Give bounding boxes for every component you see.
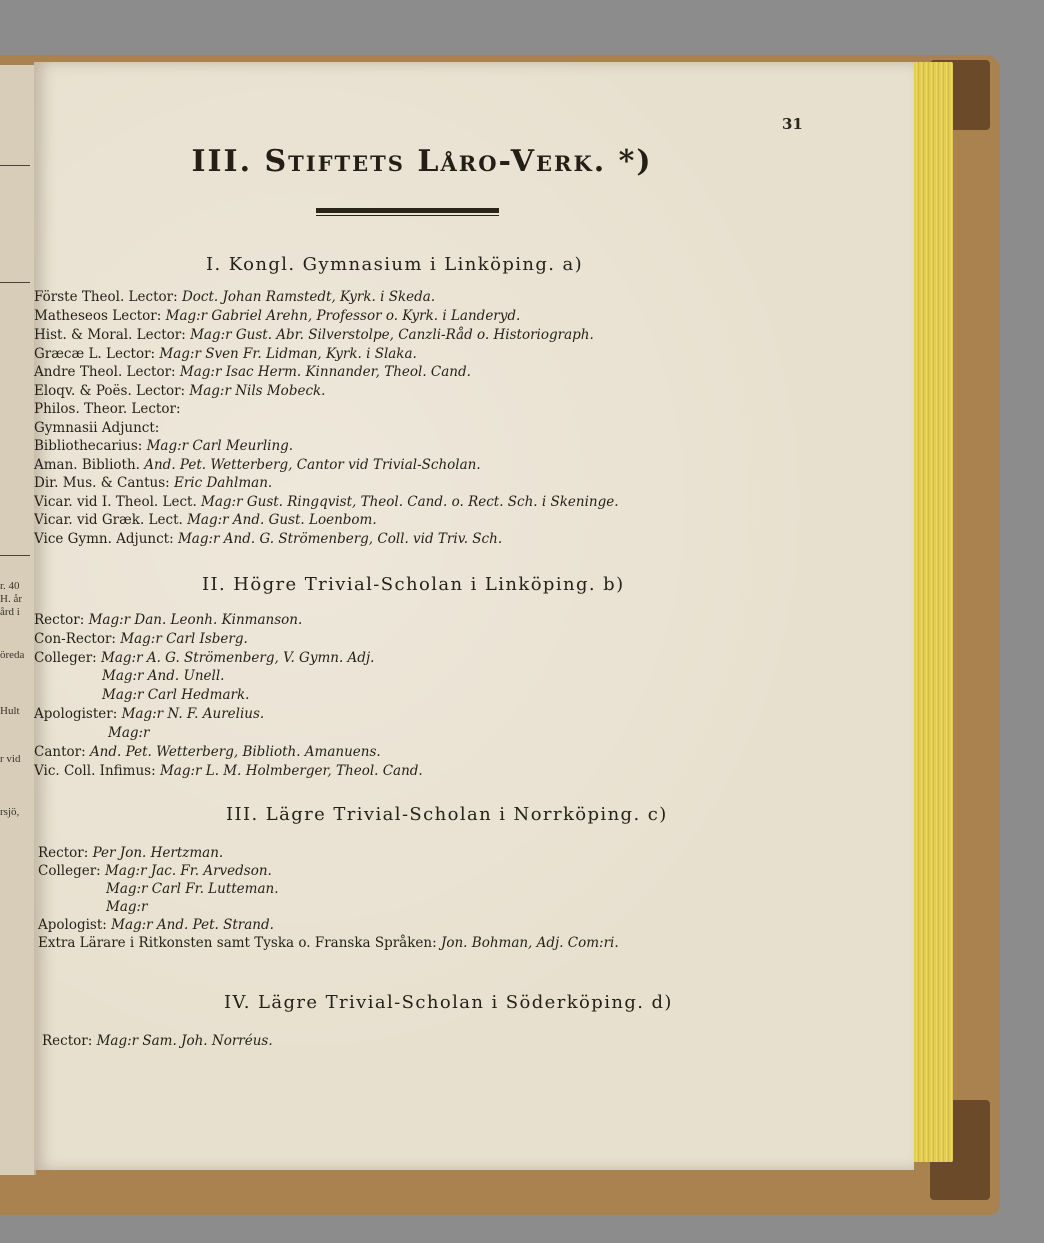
entry-role: Vic. Coll. Infimus: [34,763,156,779]
entry-role: Græcæ L. Lector: [34,346,156,362]
entry-role: Hist. & Moral. Lector: [34,327,186,343]
entry-text: Mag:r Gabriel Arehn, Professor o. Kyrk. i Landeryd. [165,308,521,324]
entry-text: Mag:r Carl Meurling. [146,438,294,454]
entry-text: Per Jon. Hertzman. [92,845,224,861]
entry-role: Gymnasii Adjunct: [34,420,160,436]
entry-line [34,708,264,722]
entry-text: Mag:r And. Unell. [102,668,225,684]
entry-role: Aman. Biblioth. [34,457,140,473]
entry-text: Mag:r Carl Fr. Lutteman. [106,881,279,897]
left-rule [0,282,30,283]
entry-line [34,614,302,628]
left-page-fragments [0,65,34,1175]
entry-role: Bibliothecarius: [34,438,143,454]
entry-line [34,440,293,454]
entry-line [38,865,272,879]
left-page [0,65,36,1175]
entry-role: Dir. Mus. & Cantus: [34,475,170,491]
entry-line [34,310,520,324]
entry-text: Mag:r L. M. Holmberger, Theol. Cand. [159,763,423,779]
entry-text: Mag:r N. F. Aurelius. [121,706,265,722]
entry-line [34,652,374,666]
entry-text: Mag:r A. G. Strömenberg, V. Gymn. Adj. [101,650,375,666]
entry-line [34,422,159,436]
entry-role: Cantor: [34,744,86,760]
entry-line [34,348,417,362]
entry-text: Mag:r Gust. Ringqvist, Theol. Cand. o. Rect. Sch. i Skeninge. [201,494,619,510]
entry-role: Philos. Theor. Lector: [34,401,181,417]
left-fragment: Hult [0,705,20,717]
section-heading: I. Kongl. Gymnasium i Linköping. a) [206,254,584,275]
entry-line [34,633,248,647]
entry-role: Andre Theol. Lector: [34,364,176,380]
title-rule [316,215,499,216]
entry-line [34,477,272,491]
entry-line [34,329,594,343]
entry-role: Apologister: [34,706,118,722]
entry-text: Eric Dahlman. [174,475,273,491]
left-rule [0,555,30,556]
left-fragment: r. 40 [0,580,20,592]
entry-line [102,670,224,684]
left-fragment: öreda [0,649,25,661]
entry-text: And. Pet. Wetterberg, Biblioth. Amanuens. [89,744,381,760]
left-fragment: ård i [0,606,20,618]
left-fragment: r vid [0,753,21,765]
right-page [34,62,914,1170]
entry-line [34,746,381,760]
entry-text: Mag:r Gust. Abr. Silverstolpe, Canzli-Råd o. Historiograph. [190,327,594,343]
entry-role: Con-Rector: [34,631,116,647]
page-number: 31 [782,115,803,133]
entry-line [106,883,279,897]
entry-role: Apologist: [38,917,107,933]
entry-role: Vicar. vid I. Theol. Lect. [34,494,197,510]
entry-text: Jon. Bohman, Adj. Com:ri. [440,935,619,951]
entry-line [34,403,181,417]
section-heading: II. Högre Trivial-Scholan i Linköping. b) [202,574,625,595]
entry-role: Rector: [34,612,85,628]
entry-text: Mag:r Carl Hedmark. [102,687,250,703]
entry-text: Mag:r And. Pet. Strand. [111,917,274,933]
entry-text: Mag:r Sam. Joh. Norréus. [96,1033,273,1049]
entry-role: Vice Gymn. Adjunct: [34,531,174,547]
entry-text: And. Pet. Wetterberg, Cantor vid Trivial-Scholan. [144,457,481,473]
entry-text: Mag:r [108,725,150,741]
entry-text: Mag:r [106,899,148,915]
left-fragment: H. år [0,593,22,605]
entry-role: Vicar. vid Græk. Lect. [34,512,183,528]
entry-role: Rector: [42,1033,93,1049]
entry-role: Colleger: [38,863,101,879]
entry-line [34,765,423,779]
entry-line [102,689,249,703]
entry-line [38,937,619,951]
entry-role: Colleger: [34,650,97,666]
entry-line [34,385,325,399]
entry-text: Mag:r Isac Herm. Kinnander, Theol. Cand. [179,364,471,380]
entry-text: Mag:r And. G. Strömenberg, Coll. vid Triv. Sch. [177,531,503,547]
entry-role: Förste Theol. Lector: [34,289,178,305]
entry-line [34,459,481,473]
entry-text: Mag:r Dan. Leonh. Kinmanson. [88,612,303,628]
entry-line [42,1035,273,1049]
entry-role: Matheseos Lector: [34,308,162,324]
section-heading: III. Lägre Trivial-Scholan i Norrköping. c) [226,804,668,825]
entry-role: Extra Lärare i Ritkonsten samt Tyska o. Franska Språken: [38,935,437,951]
entry-line [38,919,274,933]
section-heading: IV. Lägre Trivial-Scholan i Söderköping. d) [224,992,673,1013]
entry-text: Mag:r And. Gust. Loenbom. [187,512,377,528]
entry-line [106,901,148,915]
entry-role: Eloqv. & Poës. Lector: [34,383,186,399]
entry-role: Rector: [38,845,89,861]
page-title: III. Stiftets Låro-Verk. *) [191,144,653,179]
entry-line [108,727,150,741]
entry-text: Mag:r Jac. Fr. Arvedson. [105,863,272,879]
entry-line [34,291,435,305]
entry-line [38,847,223,861]
entry-text: Doct. Johan Ramstedt, Kyrk. i Skeda. [181,289,436,305]
left-rule [0,165,30,166]
entry-line [34,514,377,528]
left-fragment: rsjö, [0,806,20,818]
title-rule [316,208,499,213]
entry-line [34,496,619,510]
entry-text: Mag:r Sven Fr. Lidman, Kyrk. i Slaka. [159,346,417,362]
entry-line [34,533,502,547]
entry-line [34,366,471,380]
entry-text: Mag:r Carl Isberg. [120,631,248,647]
entry-text: Mag:r Nils Mobeck. [189,383,326,399]
